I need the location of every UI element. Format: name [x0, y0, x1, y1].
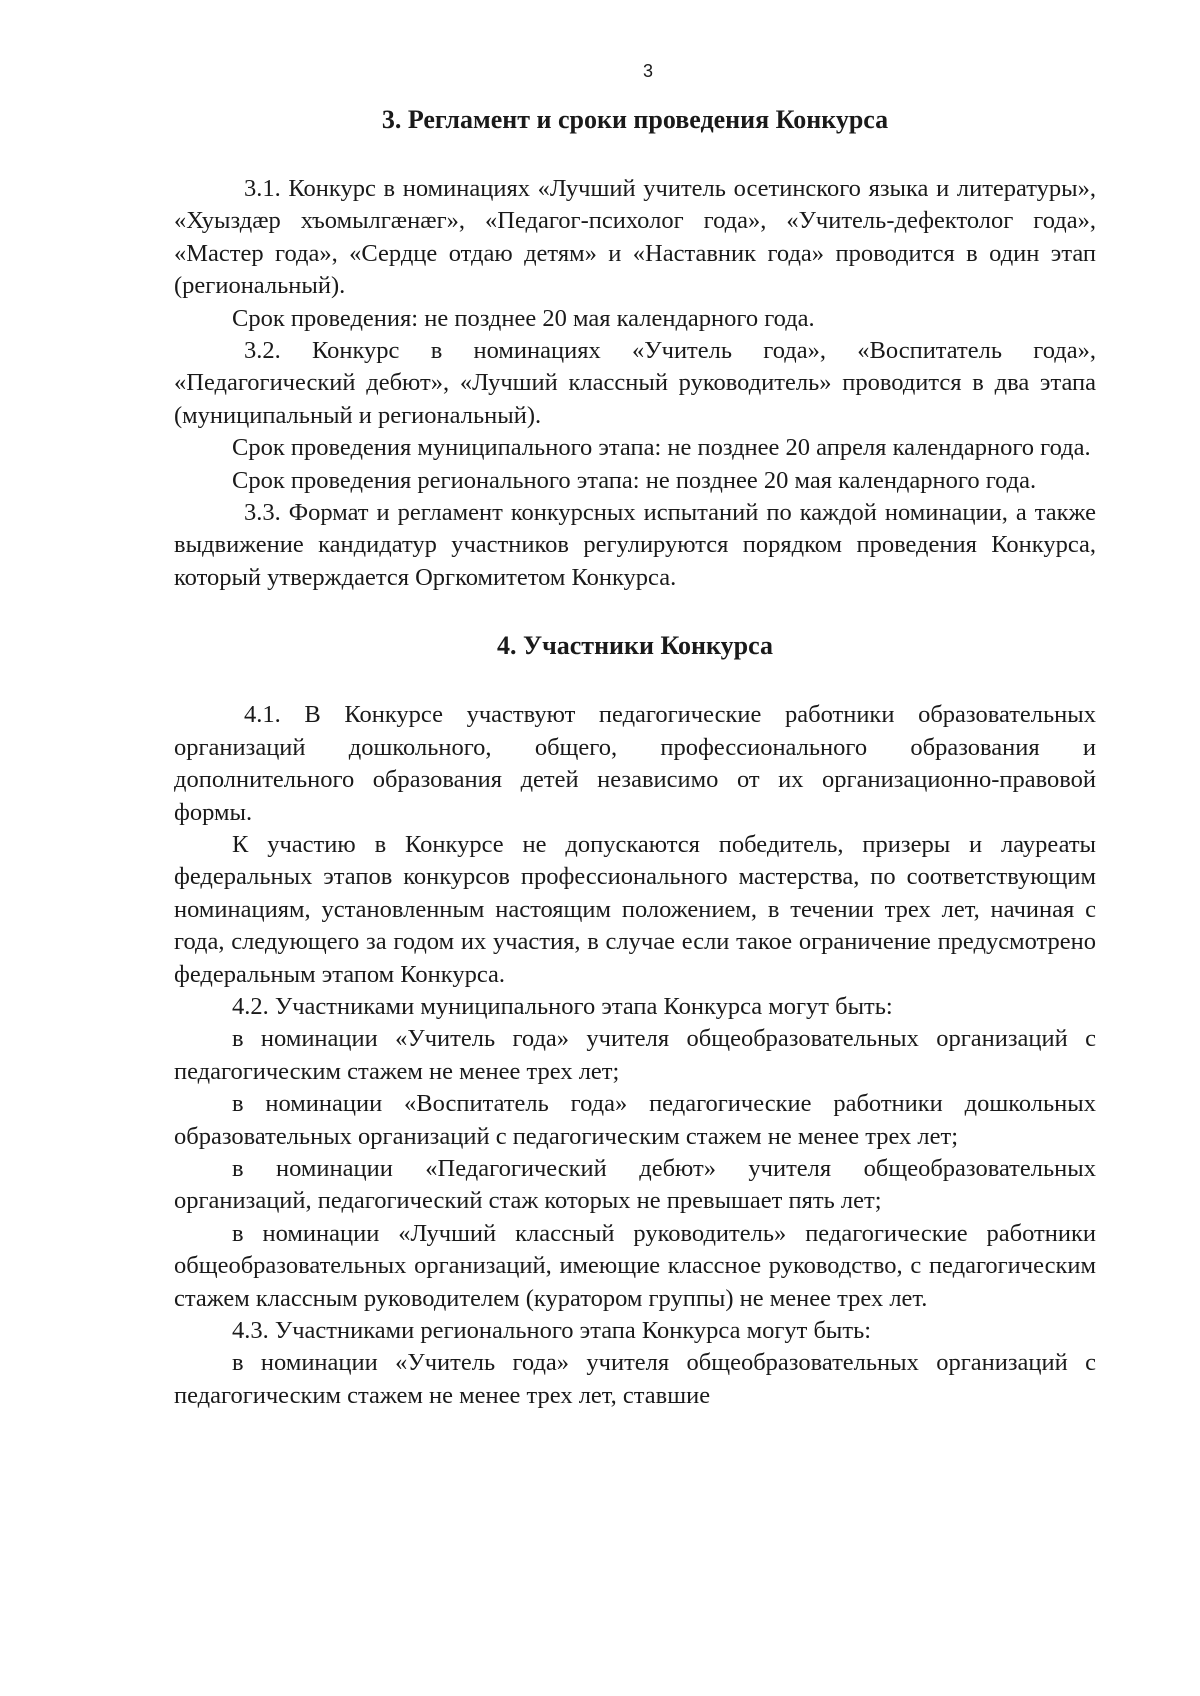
document-body	[174, 104, 1096, 1412]
paragraph-4-2-debut: в номинации «Педагогический дебют» учителя общеобразовательных организаций, педагогический стаж которых не превышает пять лет;	[174, 1154, 1096, 1215]
paragraph-4-1: 4.1. В Конкурсе участвуют педагогические работники образовательных организаций дошкольного, общего, профессионального образования и дополнительного образования детей независимо от их организационно-правовой формы.	[174, 701, 1096, 826]
page-number: 3	[642, 61, 653, 81]
section-4-title: 4. Участники Конкурса	[497, 631, 773, 661]
paragraph-3-2: 3.2. Конкурс в номинациях «Учитель года», «Воспитатель года», «Педагогический дебют», «Лучший классный руководитель» проводится в два этапа (муниципальный и региональный).	[174, 337, 1096, 429]
paragraph-3-2-regional-deadline: Срок проведения регионального этапа: не позднее 20 мая календарного года.	[232, 466, 1037, 494]
paragraph-4-2: 4.2. Участниками муниципального этапа Конкурса могут быть:	[232, 992, 893, 1020]
paragraph-3-1-deadline: Срок проведения: не позднее 20 мая календарного года.	[232, 304, 815, 332]
paragraph-4-3-teacher: в номинации «Учитель года» учителя общеобразовательных организаций с педагогическим стажем не менее трех лет, ставшие	[174, 1349, 1096, 1409]
paragraph-3-3: 3.3. Формат и регламент конкурсных испытаний по каждой номинации, а также выдвижение кандидатур участников регулируются порядком проведения Конкурса, который утверждается Оргкомитетом Конкурса.	[174, 499, 1096, 591]
paragraph-4-2-class-teacher: в номинации «Лучший классный руководитель» педагогические работники общеобразовательных организаций, имеющие классное руководство, с педагогическим стажем классным руководителем (куратором группы) не менее трех лет.	[174, 1219, 1096, 1312]
section-3-title: 3. Регламент и сроки проведения Конкурса	[381, 105, 889, 134]
paragraph-4-3: 4.3. Участниками регионального этапа Конкурса могут быть:	[232, 1317, 872, 1344]
paragraph-4-1-restriction: К участию в Конкурсе не допускаются победитель, призеры и лауреаты федеральных этапов конкурсов профессионального мастерства, по соответствующим номинациям, установленным настоящим положением, в течении трех лет, начиная с года, следующего за годом их участия, в случае если такое ограничение предусмотрено федеральным этапом Конкурса.	[174, 830, 1096, 988]
paragraph-4-2-teacher: в номинации «Учитель года» учителя общеобразовательных организаций с педагогическим стажем не менее трех лет;	[174, 1025, 1096, 1085]
paragraph-4-2-educator: в номинации «Воспитатель года» педагогические работники дошкольных образовательных организаций с педагогическим стажем не менее трех лет;	[174, 1090, 1096, 1150]
paragraph-3-1: 3.1. Конкурс в номинациях «Лучший учитель осетинского языка и литературы», «Хуыздæр хъомылгæнæг», «Педагог-психолог года», «Учитель-дефектолог года», «Мастер года», «Сердце отдаю детям» и «Наставник года» проводится в один этап (региональный).	[174, 175, 1096, 300]
paragraph-3-2-municipal-deadline: Срок проведения муниципального этапа: не позднее 20 апреля календарного года.	[232, 434, 1091, 462]
